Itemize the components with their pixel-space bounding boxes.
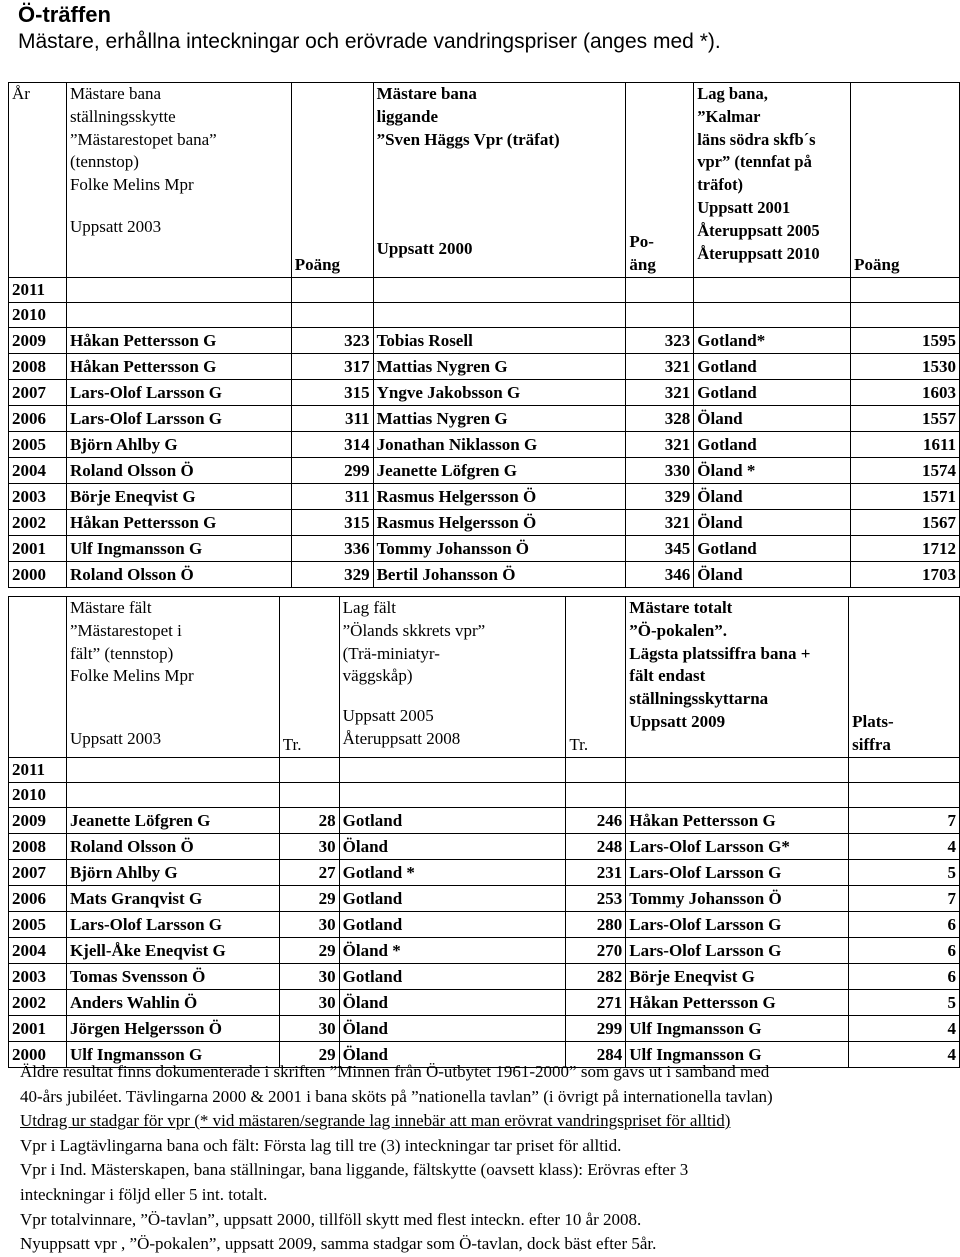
- score-cell: 311: [291, 484, 373, 510]
- name-cell: Öland: [694, 484, 851, 510]
- score-cell: 6: [849, 912, 960, 938]
- score-cell: 1571: [851, 484, 960, 510]
- year-cell: 2009: [9, 328, 67, 354]
- name-cell: Lars-Olof Larsson G: [626, 860, 849, 886]
- score-cell: 4: [849, 1016, 960, 1042]
- score-cell: 323: [626, 328, 694, 354]
- header-uppsatt: Uppsatt 2003: [69, 729, 162, 749]
- table-row: [9, 328, 960, 354]
- header-tr-2: [566, 597, 626, 758]
- name-cell: Yngve Jakobsson G: [373, 380, 626, 406]
- score-cell: 30: [279, 964, 339, 990]
- score-cell: 330: [626, 458, 694, 484]
- score-cell: 30: [279, 834, 339, 860]
- table-row: [9, 886, 960, 912]
- name-cell: Jonathan Niklasson G: [373, 432, 626, 458]
- name-cell: Öland: [339, 990, 566, 1016]
- score-cell: 253: [566, 886, 626, 912]
- table-row: [9, 990, 960, 1016]
- note-line: Vpr i Ind. Mästerskapen, bana ställningar, bana liggande, fältskytte (oavsett klass): Erövras efter 3: [20, 1160, 689, 1180]
- header-line: Återuppsatt 2005: [697, 220, 820, 240]
- header-line: träfot): [697, 175, 744, 195]
- score-cell: 30: [279, 1016, 339, 1042]
- header-line: Po-: [629, 232, 654, 252]
- header-line: Mästare totalt: [629, 598, 733, 617]
- table-row: [9, 354, 960, 380]
- name-cell: Roland Olsson Ö: [66, 562, 291, 588]
- name-cell: Öland: [339, 834, 566, 860]
- note-line: inteckningar i följd eller 5 int. totalt.: [20, 1184, 268, 1204]
- header-line: vpr” (tennfat på: [697, 152, 812, 172]
- name-cell: Ulf Ingmansson G: [66, 1042, 279, 1068]
- name-cell: Tommy Johansson Ö: [626, 886, 849, 912]
- note-line: Äldre resultat finns dokumenterade i skriften ”Minnen från Ö-utbytet 1961-2000” som gavs ut i samband med: [20, 1062, 770, 1081]
- score-cell: 323: [291, 328, 373, 354]
- header-lag-bana: [694, 83, 851, 278]
- year-cell: 2011: [9, 758, 67, 783]
- note-line: Vpr i Lagtävlingarna bana och fält: Första lag till tre (3) inteckningar tar priset för alltid.: [20, 1135, 622, 1155]
- score-cell: 271: [566, 990, 626, 1016]
- header-mastare-falt: [66, 597, 279, 758]
- score-cell: 317: [291, 354, 373, 380]
- year-cell: 2010: [9, 303, 67, 328]
- name-cell: Gotland: [339, 808, 566, 834]
- table-row: [9, 432, 960, 458]
- header-line: Mästare bana: [376, 84, 477, 103]
- score-cell: 5: [849, 990, 960, 1016]
- year-cell: 2004: [9, 458, 67, 484]
- header-line: siffra: [852, 735, 891, 755]
- table-row: [9, 562, 960, 588]
- year-cell: 2009: [9, 808, 67, 834]
- header-line: ”Ö-pokalen”.: [629, 620, 728, 640]
- year-cell: 2007: [9, 380, 67, 406]
- score-cell: 321: [626, 354, 694, 380]
- table-row: [9, 406, 960, 432]
- header-line: (tennstop): [69, 152, 139, 172]
- page-title: Ö-träffen: [18, 2, 111, 27]
- year-cell: 2003: [9, 484, 67, 510]
- name-cell: Gotland: [339, 964, 566, 990]
- year-cell: 2005: [9, 912, 67, 938]
- score-cell: 345: [626, 536, 694, 562]
- table-row: [9, 758, 960, 783]
- falt-results-table: [8, 596, 960, 1068]
- year-cell: 2005: [9, 432, 67, 458]
- score-cell: 282: [566, 964, 626, 990]
- score-cell: 314: [291, 432, 373, 458]
- year-cell: 2008: [9, 834, 67, 860]
- name-cell: Öland: [694, 406, 851, 432]
- table-row: [9, 938, 960, 964]
- score-cell: 346: [626, 562, 694, 588]
- header-line: Uppsatt 2001: [697, 197, 791, 217]
- name-cell: Öland: [339, 1042, 566, 1068]
- header-line: Uppsatt 2009: [629, 711, 726, 731]
- name-cell: Gotland *: [339, 860, 566, 886]
- header-line: äng: [629, 255, 656, 275]
- score-cell: 7: [849, 808, 960, 834]
- score-cell: 315: [291, 510, 373, 536]
- header-line: (Trä-miniatyr-: [342, 643, 440, 663]
- header-line: Mästare fält: [69, 598, 152, 617]
- score-cell: 4: [849, 834, 960, 860]
- table-row: [9, 1016, 960, 1042]
- table-row: [9, 912, 960, 938]
- header-uppsatt: Uppsatt 2003: [69, 216, 162, 236]
- year-cell: 2004: [9, 938, 67, 964]
- score-cell: 315: [291, 380, 373, 406]
- name-cell: Mattias Nygren G: [373, 354, 626, 380]
- year-cell: 2007: [9, 860, 67, 886]
- name-cell: Jeanette Löfgren G: [373, 458, 626, 484]
- score-cell: 248: [566, 834, 626, 860]
- table-row: [9, 834, 960, 860]
- name-cell: Björn Ahlby G: [66, 432, 291, 458]
- table-row: [9, 860, 960, 886]
- name-cell: Öland: [694, 510, 851, 536]
- score-cell: 328: [626, 406, 694, 432]
- year-cell: 2000: [9, 562, 67, 588]
- header-poang-label: Poäng: [854, 255, 900, 275]
- header-platssiffra: [849, 597, 960, 758]
- name-cell: Rasmus Helgersson Ö: [373, 484, 626, 510]
- score-cell: 1530: [851, 354, 960, 380]
- header-line: Återuppsatt 2010: [697, 243, 820, 263]
- year-header: [9, 83, 67, 278]
- header-line: Folke Melins Mpr: [69, 175, 194, 195]
- score-cell: 30: [279, 912, 339, 938]
- year-cell: 2006: [9, 406, 67, 432]
- note-line: Nyuppsatt vpr , ”Ö-pokalen”, uppsatt 2009, samma stadgar som Ö-tavlan, dock bäst efter 5år.: [20, 1234, 657, 1254]
- score-cell: 336: [291, 536, 373, 562]
- score-cell: 321: [626, 380, 694, 406]
- header-poang-2: [626, 83, 694, 278]
- header-line: ”Sven Häggs Vpr (träfat): [376, 129, 560, 149]
- header-line: ”Ölands skkrets vpr”: [342, 620, 486, 640]
- header-tr-label: Tr.: [569, 735, 589, 755]
- name-cell: Björn Ahlby G: [66, 860, 279, 886]
- year-cell: 2001: [9, 1016, 67, 1042]
- score-cell: 299: [291, 458, 373, 484]
- name-cell: Lars-Olof Larsson G: [626, 912, 849, 938]
- score-cell: 1567: [851, 510, 960, 536]
- name-cell: Tobias Rosell: [373, 328, 626, 354]
- header-uppsatt: Återuppsatt 2008: [342, 728, 461, 748]
- header-line: Plats-: [852, 712, 894, 732]
- name-cell: Mattias Nygren G: [373, 406, 626, 432]
- name-cell: Ulf Ingmansson G: [626, 1016, 849, 1042]
- header-line: Lag fält: [342, 598, 396, 617]
- header-line: Lag bana,: [697, 84, 768, 103]
- name-cell: Kjell-Åke Eneqvist G: [66, 938, 279, 964]
- header-line: ”Mästarestopet i: [69, 620, 182, 640]
- header-line: Mästare bana: [69, 84, 162, 103]
- score-cell: 29: [279, 1042, 339, 1068]
- name-cell: Rasmus Helgersson Ö: [373, 510, 626, 536]
- header-line: ”Kalmar: [697, 106, 761, 126]
- name-cell: Tomas Svensson Ö: [66, 964, 279, 990]
- score-cell: 28: [279, 808, 339, 834]
- score-cell: 329: [291, 562, 373, 588]
- score-cell: 1574: [851, 458, 960, 484]
- table-row: [9, 484, 960, 510]
- score-cell: 7: [849, 886, 960, 912]
- year-cell: 2003: [9, 964, 67, 990]
- table-row: [9, 536, 960, 562]
- name-cell: Gotland: [694, 432, 851, 458]
- table-row: [9, 510, 960, 536]
- name-cell: Öland: [339, 1016, 566, 1042]
- header-tr-1: [279, 597, 339, 758]
- name-cell: Håkan Pettersson G: [66, 510, 291, 536]
- header-uppsatt: Uppsatt 2000: [376, 239, 473, 259]
- name-cell: Jörgen Helgersson Ö: [66, 1016, 279, 1042]
- name-cell: Jeanette Löfgren G: [66, 808, 279, 834]
- header-line: ställningsskytte: [69, 106, 176, 126]
- year-cell: 2006: [9, 886, 67, 912]
- name-cell: Gotland*: [694, 328, 851, 354]
- year-cell: 2011: [9, 278, 67, 303]
- year-cell: 2002: [9, 510, 67, 536]
- header-line: fält endast: [629, 666, 706, 686]
- name-cell: Lars-Olof Larsson G: [626, 938, 849, 964]
- name-cell: Ulf Ingmansson G: [626, 1042, 849, 1068]
- table-row: [9, 303, 960, 328]
- name-cell: Håkan Pettersson G: [626, 808, 849, 834]
- score-cell: 30: [279, 990, 339, 1016]
- name-cell: Roland Olsson Ö: [66, 458, 291, 484]
- score-cell: 6: [849, 964, 960, 990]
- score-cell: 246: [566, 808, 626, 834]
- name-cell: Börje Eneqvist G: [66, 484, 291, 510]
- score-cell: 280: [566, 912, 626, 938]
- score-cell: 321: [626, 432, 694, 458]
- header-line: liggande: [376, 106, 438, 126]
- header-uppsatt: Uppsatt 2005: [342, 706, 434, 726]
- score-cell: 311: [291, 406, 373, 432]
- header-line: fält” (tennstop): [69, 643, 174, 663]
- name-cell: Gotland: [694, 380, 851, 406]
- year-header: [9, 597, 67, 758]
- header-mastare-bana-liggande: [373, 83, 626, 278]
- name-cell: Börje Eneqvist G: [626, 964, 849, 990]
- name-cell: Gotland: [339, 912, 566, 938]
- name-cell: Lars-Olof Larsson G*: [626, 834, 849, 860]
- header-mastare-totalt: [626, 597, 849, 758]
- score-cell: 329: [626, 484, 694, 510]
- name-cell: Öland *: [339, 938, 566, 964]
- score-cell: 270: [566, 938, 626, 964]
- name-cell: Roland Olsson Ö: [66, 834, 279, 860]
- score-cell: 1603: [851, 380, 960, 406]
- note-line-underlined: Utdrag ur stadgar för vpr (* vid mästaren/segrande lag innebär att man erövrat vandringspriset för alltid): [20, 1111, 731, 1131]
- header-tr-label: Tr.: [282, 735, 302, 755]
- name-cell: Lars-Olof Larsson G: [66, 406, 291, 432]
- score-cell: 1611: [851, 432, 960, 458]
- score-cell: 231: [566, 860, 626, 886]
- name-cell: Håkan Pettersson G: [66, 328, 291, 354]
- header-line: väggskåp): [342, 666, 413, 686]
- year-cell: 2010: [9, 783, 67, 808]
- score-cell: 27: [279, 860, 339, 886]
- header-lag-falt: [339, 597, 566, 758]
- table-row: [9, 964, 960, 990]
- year-cell: 2002: [9, 990, 67, 1016]
- name-cell: Lars-Olof Larsson G: [66, 912, 279, 938]
- note-line: Vpr totalvinnare, ”Ö-tavlan”, uppsatt 2000, tillföll skytt med flest inteckn. efter 10 år 2008.: [20, 1209, 642, 1229]
- score-cell: 1703: [851, 562, 960, 588]
- score-cell: 29: [279, 938, 339, 964]
- table-row: [9, 808, 960, 834]
- name-cell: Håkan Pettersson G: [66, 354, 291, 380]
- page-subtitle: Mästare, erhållna inteckningar och erövrade vandringspriser (anges med *).: [18, 30, 721, 53]
- year-cell: 2008: [9, 354, 67, 380]
- table-header-row: [9, 83, 960, 278]
- table-row: [9, 278, 960, 303]
- header-poang-1: [291, 83, 373, 278]
- name-cell: Gotland: [339, 886, 566, 912]
- name-cell: Öland *: [694, 458, 851, 484]
- note-line: 40-års jubiléet. Tävlingarna 2000 & 2001 i bana sköts på ”nationella tavlan” (i övrigt på internationella tavlan): [20, 1086, 773, 1106]
- name-cell: Anders Wahlin Ö: [66, 990, 279, 1016]
- name-cell: Tommy Johansson Ö: [373, 536, 626, 562]
- header-poang-label: Poäng: [294, 255, 341, 275]
- name-cell: Håkan Pettersson G: [626, 990, 849, 1016]
- score-cell: 29: [279, 886, 339, 912]
- name-cell: Mats Granqvist G: [66, 886, 279, 912]
- year-cell: 2001: [9, 536, 67, 562]
- score-cell: 321: [626, 510, 694, 536]
- header-line: Folke Melins Mpr: [69, 666, 194, 686]
- score-cell: 4: [849, 1042, 960, 1068]
- table-row: [9, 458, 960, 484]
- score-cell: 1712: [851, 536, 960, 562]
- name-cell: Lars-Olof Larsson G: [66, 380, 291, 406]
- score-cell: 1557: [851, 406, 960, 432]
- year-header-label: År: [12, 84, 30, 103]
- name-cell: Bertil Johansson Ö: [373, 562, 626, 588]
- header-line: ställningsskyttarna: [629, 689, 769, 709]
- table-row: [9, 783, 960, 808]
- header-line: läns södra skfb´s: [697, 129, 816, 149]
- bana-results-table: [8, 82, 960, 588]
- name-cell: Öland: [694, 562, 851, 588]
- name-cell: Gotland: [694, 536, 851, 562]
- score-cell: 5: [849, 860, 960, 886]
- table-row: [9, 380, 960, 406]
- score-cell: 299: [566, 1016, 626, 1042]
- header-poang-3: [851, 83, 960, 278]
- score-cell: 6: [849, 938, 960, 964]
- score-cell: 1595: [851, 328, 960, 354]
- year-cell: 2000: [9, 1042, 67, 1068]
- header-mastare-bana-stallning: [66, 83, 291, 278]
- notes-section: [20, 1060, 960, 1257]
- header-line: Lägsta platssiffra bana +: [629, 643, 811, 663]
- name-cell: Gotland: [694, 354, 851, 380]
- table-header-row: [9, 597, 960, 758]
- header-line: ”Mästarestopet bana”: [69, 129, 217, 149]
- name-cell: Ulf Ingmansson G: [66, 536, 291, 562]
- score-cell: 284: [566, 1042, 626, 1068]
